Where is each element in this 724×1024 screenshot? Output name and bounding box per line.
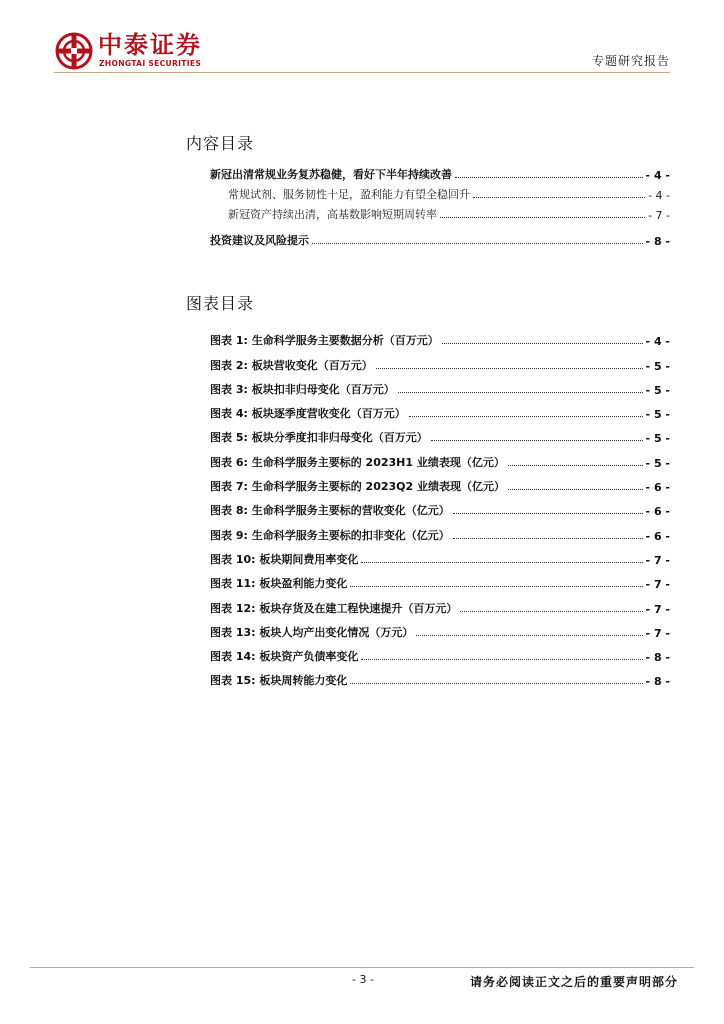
figure-entry-page: - 6 - [645, 529, 670, 543]
figure-entry-page: - 5 - [645, 432, 670, 446]
toc-leader-dots [508, 465, 643, 466]
toc-leader-dots [409, 416, 643, 417]
figure-entry-label: 图表 14: 板块资产负债率变化 [210, 650, 359, 664]
toc-entry-page: - 7 - [648, 209, 670, 222]
figure-entry-label: 图表 2: 板块营收变化（百万元） [210, 358, 373, 372]
toc-leader-dots [453, 538, 643, 539]
figure-entry-label: 图表 5: 板块分季度扣非归母变化（百万元） [210, 431, 428, 445]
company-logo [54, 31, 216, 71]
toc-entry[interactable] [210, 182, 670, 202]
logo-english-name: ZHONGTAI SECURITIES [99, 59, 202, 68]
report-type-label: 专题研究报告 [591, 54, 670, 68]
figure-entry-label: 图表 9: 生命科学服务主要标的扣非变化（亿元） [210, 528, 450, 542]
toc-leader-dots [431, 440, 643, 441]
figure-entry-label: 图表 3: 板块扣非归母变化（百万元） [210, 382, 395, 396]
toc-leader-dots [453, 513, 643, 514]
zhongtai-logo-icon [54, 31, 94, 71]
toc-leader-dots [361, 562, 642, 563]
figure-entry-page: - 7 - [645, 602, 670, 616]
figures-list [210, 324, 670, 688]
toc-leader-dots [350, 683, 642, 684]
figure-entry[interactable] [210, 640, 670, 664]
toc-leader-dots [350, 586, 642, 587]
figure-entry[interactable] [210, 324, 670, 348]
figure-entry[interactable] [210, 543, 670, 567]
figure-entry-page: - 8 - [645, 651, 670, 665]
figures-title: 图表目录 [186, 294, 255, 313]
figure-entry[interactable] [210, 591, 670, 615]
toc-entry-label: 常规试剂、服务韧性十足，盈利能力有望全稳回升 [228, 188, 470, 201]
figure-entry-label: 图表 1: 生命科学服务主要数据分析（百万元） [210, 334, 439, 348]
toc-entry-label: 投资建议及风险提示 [210, 234, 309, 247]
toc-entry-page: - 8 - [645, 235, 670, 248]
toc-leader-dots [508, 489, 643, 490]
figure-entry-label: 图表 6: 生命科学服务主要标的 2023H1 业绩表现（亿元） [210, 455, 505, 469]
figure-entry-page: - 5 - [645, 383, 670, 397]
figure-entry-label: 图表 15: 板块周转能力变化 [210, 674, 348, 688]
footer-divider [30, 967, 694, 968]
figure-entry[interactable] [210, 567, 670, 591]
figure-entry[interactable] [210, 494, 670, 518]
figure-entry[interactable] [210, 664, 670, 688]
toc-entry-page: - 4 - [645, 169, 670, 182]
toc-leader-dots [376, 368, 643, 369]
toc-leader-dots [312, 243, 643, 244]
figure-entry-label: 图表 11: 板块盈利能力变化 [210, 577, 348, 591]
figure-entry-label: 图表 10: 板块期间费用率变化 [210, 552, 359, 566]
toc-leader-dots [361, 659, 642, 660]
figure-entry[interactable] [210, 348, 670, 372]
figure-entry-page: - 4 - [645, 335, 670, 349]
contents-title: 内容目录 [186, 134, 255, 153]
toc-leader-dots [442, 343, 643, 344]
figure-entry-label: 图表 7: 生命科学服务主要标的 2023Q2 业绩表现（亿元） [210, 480, 505, 494]
figure-entry-page: - 6 - [645, 481, 670, 495]
contents-list [210, 162, 670, 248]
figure-entry[interactable] [210, 421, 670, 445]
figure-entry-page: - 5 - [645, 408, 670, 422]
figure-entry-page: - 5 - [645, 456, 670, 470]
toc-leader-dots [416, 635, 642, 636]
figure-entry-label: 图表 8: 生命科学服务主要标的营收变化（亿元） [210, 504, 450, 518]
figure-entry[interactable] [210, 373, 670, 397]
footer-disclaimer: 请务必阅读正文之后的重要声明部分 [469, 975, 678, 989]
toc-entry[interactable] [210, 202, 670, 222]
toc-entry-label: 新冠资产持续出清，高基数影响短期周转率 [228, 208, 437, 221]
toc-leader-dots [455, 177, 643, 178]
figure-entry[interactable] [210, 470, 670, 494]
figure-entry-page: - 6 - [645, 505, 670, 519]
figure-entry-label: 图表 4: 板块逐季度营收变化（百万元） [210, 407, 406, 421]
page-number: - 3 - [352, 973, 374, 986]
toc-entry[interactable] [210, 228, 670, 248]
figure-entry-page: - 5 - [645, 359, 670, 373]
figure-entry-page: - 7 - [645, 626, 670, 640]
figure-entry[interactable] [210, 518, 670, 542]
figure-entry[interactable] [210, 445, 670, 469]
figure-entry-label: 图表 12: 板块存货及在建工程快速提升（百万元） [210, 601, 458, 615]
toc-leader-dots [473, 197, 645, 198]
figure-entry-page: - 8 - [645, 675, 670, 689]
toc-entry-page: - 4 - [648, 189, 670, 202]
figure-entry-page: - 7 - [645, 578, 670, 592]
header-divider [54, 72, 670, 73]
toc-entry-label: 新冠出清常规业务复苏稳健，看好下半年持续改善 [210, 168, 452, 181]
logo-chinese-name: 中泰证券 [98, 31, 202, 59]
figure-entry-label: 图表 13: 板块人均产出变化情况（万元） [210, 625, 414, 639]
figure-entry-page: - 7 - [645, 553, 670, 567]
figure-entry[interactable] [210, 616, 670, 640]
toc-leader-dots [440, 217, 645, 218]
page-header [0, 0, 724, 100]
toc-leader-dots [398, 392, 643, 393]
toc-leader-dots [460, 611, 642, 612]
toc-entry[interactable] [210, 162, 670, 182]
figure-entry[interactable] [210, 397, 670, 421]
